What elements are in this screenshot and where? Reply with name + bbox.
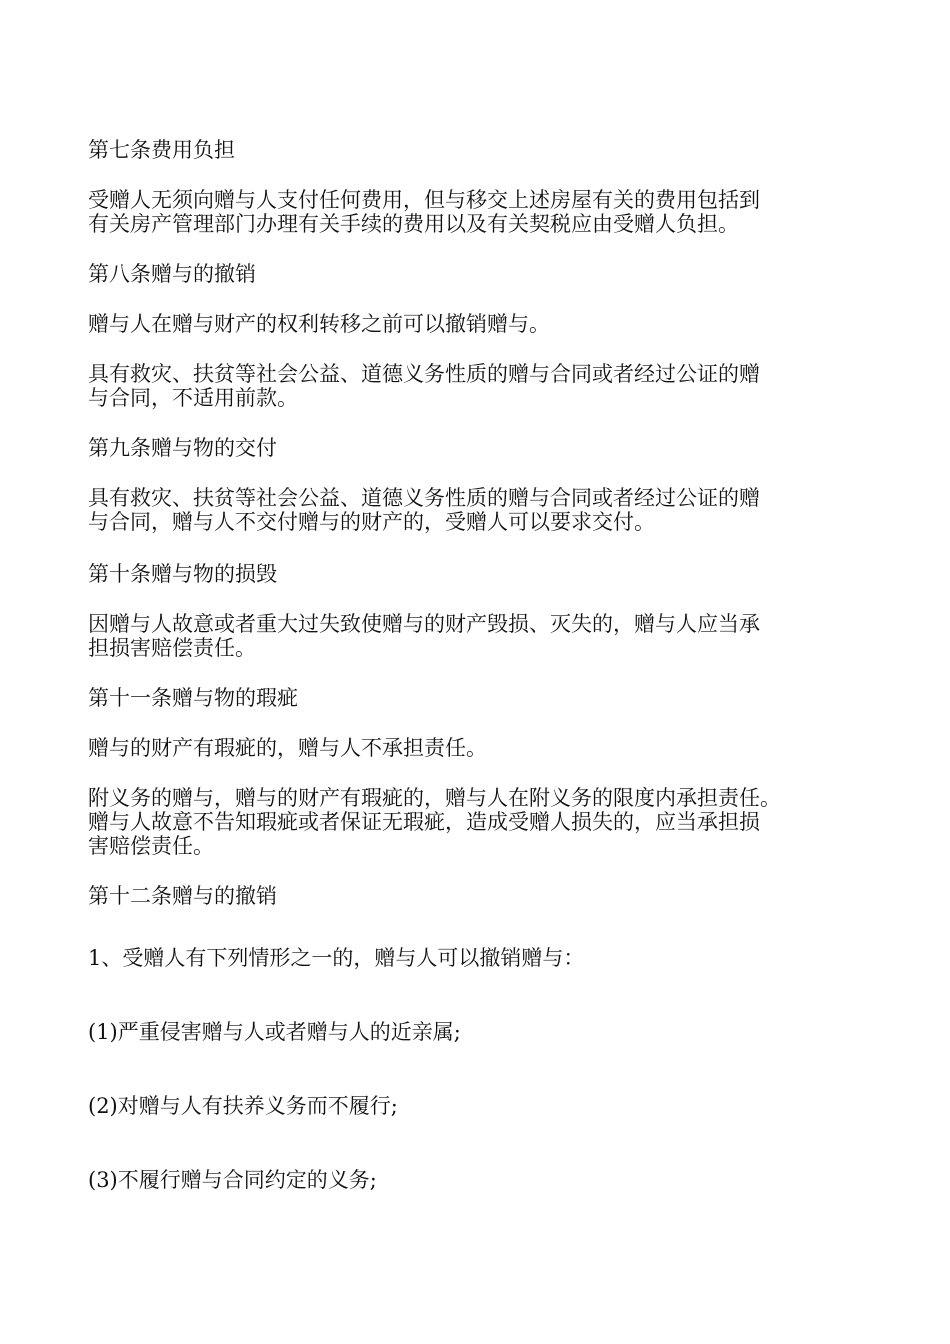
article-9-paragraph-1: 具有救灾、扶贫等社会公益、道德义务性质的赠与合同或者经过公证的赠 与合同，赠与人不交付赠与的财产的，受赠人可以要求交付。 — [88, 486, 760, 534]
article-12-item-3: (3)不履行赠与合同约定的义务; — [88, 1168, 377, 1192]
article-11-paragraph-2: 附义务的赠与，赠与的财产有瑕疵的，赠与人在附义务的限度内承担责任。 赠与人故意不告知瑕疵或者保证无瑕疵，造成受赠人损失的，应当承担损 害赔偿责任。 — [88, 786, 781, 858]
article-12-heading: 第十二条赠与的撤销 — [88, 884, 277, 908]
article-7-paragraph-1: 受赠人无须向赠与人支付任何费用，但与移交上述房屋有关的费用包括到 有关房产管理部门办理有关手续的费用以及有关契税应由受赠人负担。 — [88, 188, 760, 236]
article-12-item-1: (1)严重侵害赠与人或者赠与人的近亲属; — [88, 1020, 461, 1044]
article-12-item-2: (2)对赠与人有扶养义务而不履行; — [88, 1094, 398, 1118]
article-10-heading: 第十条赠与物的损毁 — [88, 562, 277, 586]
article-8-heading: 第八条赠与的撤销 — [88, 262, 256, 286]
article-9-heading: 第九条赠与物的交付 — [88, 436, 277, 460]
article-8-paragraph-2: 具有救灾、扶贫等社会公益、道德义务性质的赠与合同或者经过公证的赠 与合同，不适用前款。 — [88, 362, 760, 410]
article-11-paragraph-1: 赠与的财产有瑕疵的，赠与人不承担责任。 — [88, 736, 487, 760]
article-8-paragraph-1: 赠与人在赠与财产的权利转移之前可以撤销赠与。 — [88, 312, 550, 336]
article-12-item-intro: 1、受赠人有下列情形之一的，赠与人可以撤销赠与： — [88, 946, 585, 970]
article-7-heading: 第七条费用负担 — [88, 138, 235, 162]
article-10-paragraph-1: 因赠与人故意或者重大过失致使赠与的财产毁损、灭失的，赠与人应当承 担损害赔偿责任。 — [88, 612, 760, 660]
article-11-heading: 第十一条赠与物的瑕疵 — [88, 686, 298, 710]
